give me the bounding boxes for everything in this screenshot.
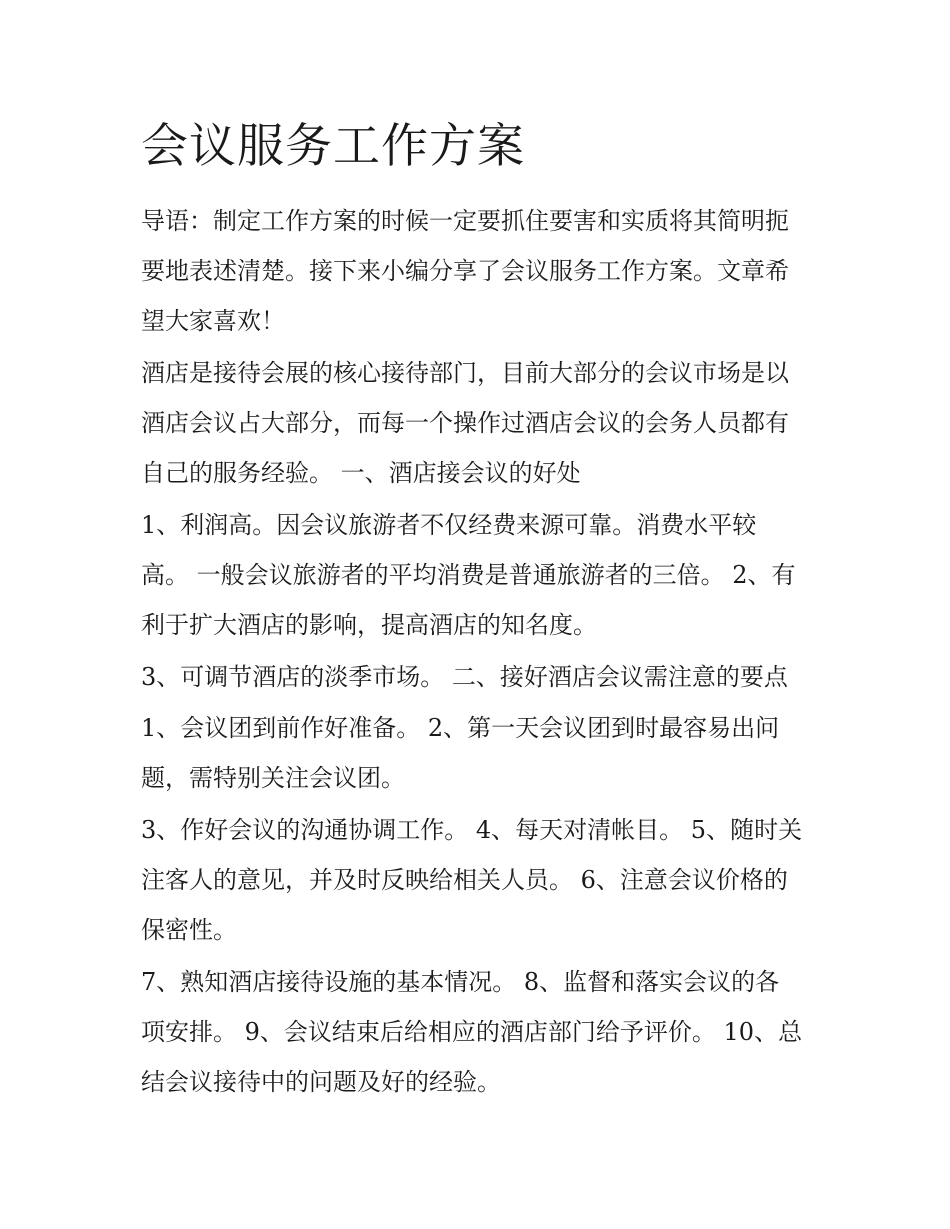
- paragraph-line: 1、会议团到前作好准备。 2、第一天会议团到时最容易出问: [141, 714, 780, 742]
- paragraph-line: 望大家喜欢！: [141, 307, 285, 335]
- paragraph-line: 7、熟知酒店接待设施的基本情况。 8、监督和落实会议的各: [141, 968, 780, 996]
- paragraph-line: 自己的服务经验。 一、酒店接会议的好处: [141, 459, 581, 487]
- paragraph-line: 保密性。: [141, 916, 237, 944]
- paragraph-line: 结会议接待中的问题及好的经验。: [141, 1068, 501, 1096]
- paragraph-line: 要地表述清楚。接下来小编分享了会议服务工作方案。文章希: [141, 257, 789, 285]
- paragraph-line: 导语：制定工作方案的时候一定要抓住要害和实质将其简明扼: [141, 207, 789, 235]
- paragraph-line: 项安排。 9、会议结束后给相应的酒店部门给予评价。 10、总: [141, 1018, 803, 1046]
- paragraph-line: 题，需特别关注会议团。: [141, 764, 405, 792]
- paragraph-line: 3、可调节酒店的淡季市场。 二、接好酒店会议需注意的要点: [141, 663, 788, 691]
- paragraph-line: 3、作好会议的沟通协调工作。 4、每天对清帐目。 5、随时关: [141, 816, 803, 844]
- paragraph-line: 注客人的意见，并及时反映给相关人员。 6、注意会议价格的: [141, 866, 788, 894]
- paragraph-line: 酒店会议占大部分，而每一个操作过酒店会议的会务人员都有: [141, 409, 789, 437]
- paragraph-line: 酒店是接待会展的核心接待部门，目前大部分的会议市场是以: [141, 359, 789, 387]
- paragraph-line: 1、利润高。因会议旅游者不仅经费来源可靠。消费水平较: [141, 511, 757, 539]
- paragraph-line: 利于扩大酒店的影响，提高酒店的知名度。: [141, 611, 597, 639]
- document-title: 会议服务工作方案: [141, 119, 525, 174]
- paragraph-line: 高。 一般会议旅游者的平均消费是普通旅游者的三倍。 2、有: [141, 561, 796, 589]
